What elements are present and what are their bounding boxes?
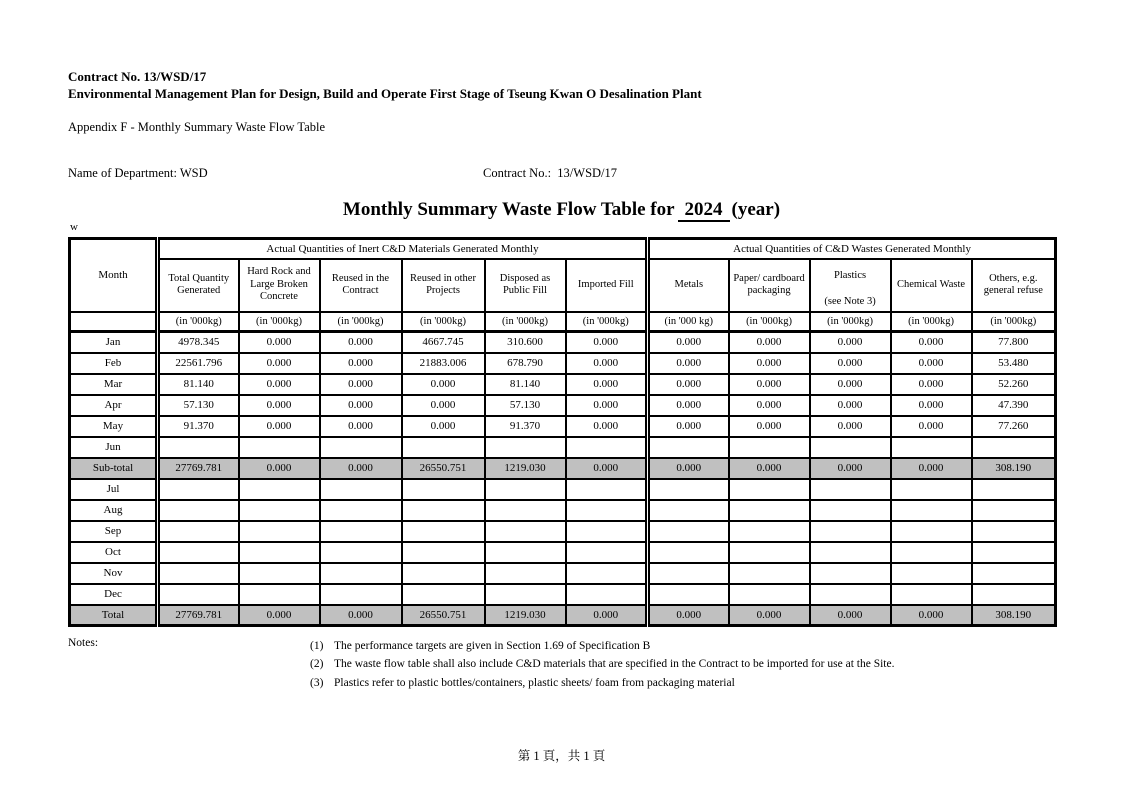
document-header	[68, 68, 702, 102]
value-cell: 52.260	[972, 374, 1056, 395]
value-cell: 22561.796	[158, 353, 239, 374]
value-cell	[320, 500, 402, 521]
month-cell: May	[70, 416, 158, 437]
value-cell	[402, 500, 485, 521]
value-cell	[972, 500, 1056, 521]
value-cell	[810, 479, 891, 500]
value-cell	[158, 584, 239, 605]
value-cell: 1219.030	[485, 605, 566, 626]
col-header-reused-other-projects: Reused in other Projects	[402, 259, 485, 312]
value-cell	[320, 437, 402, 458]
col-header-paper-cardboard: Paper/ cardboard packaging	[729, 259, 810, 312]
value-cell: 0.000	[648, 353, 729, 374]
value-cell	[239, 437, 320, 458]
page-number-footer: 第 1 頁，共 1 頁	[517, 749, 606, 763]
month-cell: Oct	[70, 542, 158, 563]
value-cell	[402, 437, 485, 458]
value-cell	[485, 521, 566, 542]
value-cell: 0.000	[729, 353, 810, 374]
value-cell: 0.000	[648, 458, 729, 479]
value-cell	[972, 584, 1056, 605]
month-cell: Feb	[70, 353, 158, 374]
table-row	[70, 395, 1056, 416]
month-cell: Aug	[70, 500, 158, 521]
value-cell: 0.000	[810, 374, 891, 395]
table-row	[70, 521, 1056, 542]
table-row	[70, 563, 1056, 584]
value-cell: 0.000	[320, 374, 402, 395]
value-cell: 0.000	[402, 395, 485, 416]
table-row	[70, 500, 1056, 521]
value-cell	[972, 542, 1056, 563]
col-header-chemical-waste: Chemical Waste	[891, 259, 972, 312]
value-cell: 0.000	[891, 416, 972, 437]
value-cell	[239, 521, 320, 542]
value-cell: 0.000	[729, 458, 810, 479]
unit-cell: (in '000kg)	[891, 312, 972, 332]
value-cell	[566, 437, 648, 458]
table-row	[70, 542, 1056, 563]
value-cell: 81.140	[158, 374, 239, 395]
value-cell	[729, 521, 810, 542]
value-cell	[648, 437, 729, 458]
value-cell	[485, 437, 566, 458]
unit-cell: (in '000kg)	[566, 312, 648, 332]
value-cell: 0.000	[891, 353, 972, 374]
cd-wastes-group-header: Actual Quantities of C&D Wastes Generated Monthly	[648, 239, 1056, 259]
note-item	[310, 637, 894, 655]
month-cell: Jan	[70, 332, 158, 353]
group-header-row	[70, 239, 1056, 259]
value-cell	[891, 479, 972, 500]
month-cell: Jul	[70, 479, 158, 500]
page-title	[0, 199, 1123, 222]
value-cell: 91.370	[158, 416, 239, 437]
value-cell: 0.000	[891, 605, 972, 626]
col-header-disposed-public-fill: Disposed as Public Fill	[485, 259, 566, 312]
value-cell: 0.000	[239, 416, 320, 437]
month-cell: Apr	[70, 395, 158, 416]
value-cell	[239, 479, 320, 500]
value-cell	[320, 542, 402, 563]
value-cell	[648, 479, 729, 500]
value-cell: 26550.751	[402, 605, 485, 626]
value-cell: 308.190	[972, 458, 1056, 479]
table-row	[70, 437, 1056, 458]
month-header-cell: Month	[70, 239, 158, 312]
value-cell: 0.000	[810, 458, 891, 479]
value-cell: 0.000	[648, 395, 729, 416]
value-cell: 0.000	[239, 374, 320, 395]
col-header-others: Others, e.g. general refuse	[972, 259, 1056, 312]
value-cell: 0.000	[566, 374, 648, 395]
value-cell	[729, 584, 810, 605]
value-cell	[485, 563, 566, 584]
value-cell: 0.000	[402, 374, 485, 395]
value-cell	[158, 479, 239, 500]
value-cell: 4978.345	[158, 332, 239, 353]
table-row	[70, 416, 1056, 437]
value-cell: 47.390	[972, 395, 1056, 416]
value-cell: 0.000	[891, 458, 972, 479]
waste-flow-table	[68, 237, 1057, 627]
value-cell: 4667.745	[402, 332, 485, 353]
month-cell: Jun	[70, 437, 158, 458]
value-cell: 0.000	[566, 395, 648, 416]
value-cell: 0.000	[566, 353, 648, 374]
table-row	[70, 605, 1056, 626]
value-cell	[891, 563, 972, 584]
value-cell	[485, 542, 566, 563]
value-cell	[972, 521, 1056, 542]
value-cell	[648, 542, 729, 563]
notes-list	[310, 637, 894, 692]
value-cell	[239, 563, 320, 584]
value-cell: 0.000	[891, 332, 972, 353]
value-cell: 0.000	[320, 416, 402, 437]
plastics-label: Plastics	[833, 269, 867, 281]
note-number: (1)	[310, 640, 324, 652]
value-cell: 27769.781	[158, 458, 239, 479]
value-cell: 77.260	[972, 416, 1056, 437]
value-cell	[810, 500, 891, 521]
value-cell: 26550.751	[402, 458, 485, 479]
plastics-note-ref: (see Note 3)	[824, 296, 876, 307]
col-header-hard-rock: Hard Rock and Large Broken Concrete	[239, 259, 320, 312]
notes-label: Notes:	[68, 637, 99, 649]
value-cell: 0.000	[810, 605, 891, 626]
value-cell: 0.000	[810, 395, 891, 416]
value-cell: 0.000	[810, 416, 891, 437]
value-cell: 57.130	[158, 395, 239, 416]
value-cell	[402, 521, 485, 542]
month-cell: Sep	[70, 521, 158, 542]
month-unit-blank-cell	[70, 312, 158, 332]
value-cell	[810, 521, 891, 542]
value-cell	[485, 479, 566, 500]
note-text: The waste flow table shall also include C&D materials that are specified in the Contract to be imported for use at the Site.	[334, 658, 895, 671]
value-cell	[566, 521, 648, 542]
value-cell: 0.000	[239, 395, 320, 416]
value-cell: 0.000	[566, 605, 648, 626]
value-cell	[402, 563, 485, 584]
value-cell: 0.000	[239, 332, 320, 353]
col-header-reused-contract: Reused in the Contract	[320, 259, 402, 312]
value-cell	[158, 542, 239, 563]
table-body	[70, 332, 1056, 626]
value-cell	[810, 542, 891, 563]
month-cell: Total	[70, 605, 158, 626]
value-cell	[402, 584, 485, 605]
value-cell: 0.000	[810, 353, 891, 374]
column-names-row	[70, 259, 1056, 312]
value-cell: 27769.781	[158, 605, 239, 626]
value-cell	[566, 563, 648, 584]
value-cell	[972, 563, 1056, 584]
value-cell: 0.000	[729, 332, 810, 353]
value-cell: 0.000	[891, 395, 972, 416]
value-cell: 0.000	[729, 374, 810, 395]
unit-cell: (in '000kg)	[810, 312, 891, 332]
value-cell: 0.000	[239, 353, 320, 374]
value-cell: 0.000	[891, 374, 972, 395]
value-cell	[239, 500, 320, 521]
unit-cell: (in '000 kg)	[648, 312, 729, 332]
note-item	[310, 674, 894, 692]
value-cell	[891, 500, 972, 521]
value-cell	[566, 500, 648, 521]
value-cell	[158, 521, 239, 542]
value-cell	[729, 479, 810, 500]
month-cell: Sub-total	[70, 458, 158, 479]
value-cell: 0.000	[566, 332, 648, 353]
stray-mark: w	[70, 221, 78, 233]
unit-cell: (in '000kg)	[158, 312, 239, 332]
note-text: The performance targets are given in Section 1.69 of Specification B	[334, 640, 651, 652]
unit-cell: (in '000kg)	[485, 312, 566, 332]
table-row	[70, 479, 1056, 500]
table-row	[70, 584, 1056, 605]
value-cell	[810, 437, 891, 458]
value-cell	[158, 500, 239, 521]
unit-cell: (in '000kg)	[972, 312, 1056, 332]
value-cell	[239, 542, 320, 563]
month-cell: Nov	[70, 563, 158, 584]
month-cell: Mar	[70, 374, 158, 395]
col-header-total-quantity: Total Quantity Generated	[158, 259, 239, 312]
department-label: Name of Department: WSD	[68, 166, 208, 180]
value-cell: 1219.030	[485, 458, 566, 479]
value-cell	[239, 584, 320, 605]
col-header-plastics	[810, 259, 891, 312]
inert-materials-group-header: Actual Quantities of Inert C&D Materials Generated Monthly	[158, 239, 648, 259]
value-cell: 0.000	[729, 395, 810, 416]
value-cell	[729, 542, 810, 563]
table-row	[70, 458, 1056, 479]
col-header-metals: Metals	[648, 259, 729, 312]
value-cell	[648, 521, 729, 542]
value-cell: 81.140	[485, 374, 566, 395]
value-cell	[891, 437, 972, 458]
value-cell: 0.000	[239, 458, 320, 479]
value-cell	[891, 542, 972, 563]
value-cell	[648, 584, 729, 605]
value-cell	[891, 521, 972, 542]
unit-cell: (in '000kg)	[402, 312, 485, 332]
value-cell	[320, 563, 402, 584]
value-cell: 0.000	[810, 332, 891, 353]
value-cell	[810, 584, 891, 605]
value-cell	[320, 479, 402, 500]
unit-cell: (in '000kg)	[239, 312, 320, 332]
value-cell	[810, 563, 891, 584]
table-row	[70, 332, 1056, 353]
value-cell	[729, 500, 810, 521]
value-cell	[566, 584, 648, 605]
value-cell: 21883.006	[402, 353, 485, 374]
appendix-line: Appendix F - Monthly Summary Waste Flow Table	[68, 120, 326, 134]
unit-cell: (in '000kg)	[729, 312, 810, 332]
value-cell	[320, 584, 402, 605]
value-cell: 0.000	[729, 605, 810, 626]
value-cell: 0.000	[566, 416, 648, 437]
value-cell	[566, 479, 648, 500]
value-cell	[402, 542, 485, 563]
value-cell: 0.000	[320, 353, 402, 374]
note-number: (3)	[310, 676, 324, 689]
value-cell	[729, 563, 810, 584]
value-cell: 0.000	[320, 458, 402, 479]
value-cell	[158, 563, 239, 584]
value-cell	[972, 479, 1056, 500]
project-title-line: Environmental Management Plan for Design, Build and Operate First Stage of Tseung Kwan O Desalination Plant	[68, 86, 702, 101]
value-cell	[485, 584, 566, 605]
value-cell	[566, 542, 648, 563]
value-cell	[320, 521, 402, 542]
value-cell: 0.000	[402, 416, 485, 437]
table-row	[70, 353, 1056, 374]
value-cell: 0.000	[648, 416, 729, 437]
title-prefix: Monthly Summary Waste Flow Table for	[342, 199, 675, 220]
unit-cell: (in '000kg)	[320, 312, 402, 332]
value-cell: 0.000	[648, 332, 729, 353]
value-cell: 0.000	[320, 395, 402, 416]
value-cell	[729, 437, 810, 458]
value-cell: 0.000	[648, 605, 729, 626]
value-cell: 53.480	[972, 353, 1056, 374]
contract-no-line: Contract No. 13/WSD/17	[68, 69, 207, 84]
col-header-imported-fill: Imported Fill	[566, 259, 648, 312]
value-cell: 77.800	[972, 332, 1056, 353]
value-cell	[158, 437, 239, 458]
value-cell: 308.190	[972, 605, 1056, 626]
value-cell: 0.000	[729, 416, 810, 437]
month-cell: Dec	[70, 584, 158, 605]
value-cell: 91.370	[485, 416, 566, 437]
value-cell: 678.790	[485, 353, 566, 374]
value-cell: 0.000	[239, 605, 320, 626]
units-row	[70, 312, 1056, 332]
value-cell	[402, 479, 485, 500]
value-cell: 0.000	[320, 605, 402, 626]
value-cell	[891, 584, 972, 605]
table-row	[70, 374, 1056, 395]
value-cell	[485, 500, 566, 521]
value-cell	[648, 500, 729, 521]
value-cell: 57.130	[485, 395, 566, 416]
note-item	[310, 655, 894, 673]
title-suffix: (year)	[731, 199, 781, 220]
contract-number-label: Contract No.: 13/WSD/17	[483, 166, 618, 180]
value-cell	[972, 437, 1056, 458]
value-cell: 310.600	[485, 332, 566, 353]
value-cell: 0.000	[320, 332, 402, 353]
title-year: 2024	[678, 199, 730, 222]
note-text: Plastics refer to plastic bottles/containers, plastic sheets/ foam from packaging material	[334, 676, 735, 689]
value-cell	[648, 563, 729, 584]
value-cell: 0.000	[566, 458, 648, 479]
note-number: (2)	[310, 658, 324, 671]
value-cell: 0.000	[648, 374, 729, 395]
